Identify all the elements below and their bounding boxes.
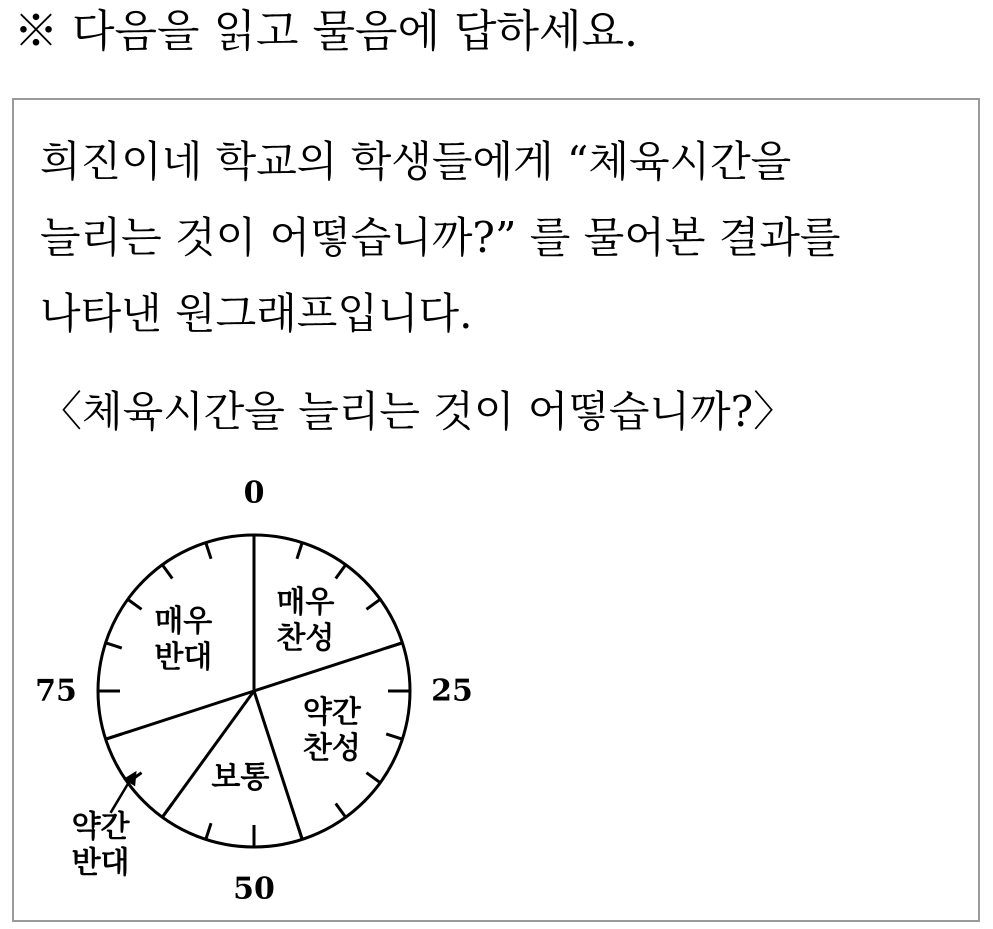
- question-line-3: 나타낸 원그래프입니다.: [40, 289, 473, 338]
- slice-label-1-1: 찬성: [302, 731, 361, 767]
- chart-title: 〈체육시간을 늘리는 것이 어떻습니까?〉: [40, 387, 796, 436]
- slice-label-1-0: 약간: [302, 695, 361, 731]
- slice-label-2-0: 보통: [211, 759, 270, 795]
- slice-label-0-0: 매우: [276, 584, 335, 620]
- annotation-arrow-line: [111, 778, 132, 813]
- tick-label-75: 75: [35, 673, 77, 709]
- slice-label-4-1: 반대: [154, 640, 213, 676]
- slice-label-4-0: 매우: [154, 604, 213, 640]
- slice-label-3-1: 반대: [71, 845, 130, 881]
- pie-annotations: [72, 771, 137, 881]
- tick-label-0: 0: [243, 475, 265, 511]
- slice-label-0-1: 찬성: [276, 620, 335, 656]
- question-line-1: 희진이네 학교의 학생들에게 “체육시간을: [40, 137, 792, 186]
- instruction-text: ※ 다음을 읽고 물음에 답하세요.: [14, 6, 638, 57]
- tick-label-25: 25: [431, 673, 473, 709]
- slice-label-3-0: 약간: [71, 809, 130, 845]
- tick-label-50: 50: [233, 871, 275, 907]
- question-line-2: 늘리는 것이 어떻습니까?” 를 물어본 결과를: [40, 213, 841, 262]
